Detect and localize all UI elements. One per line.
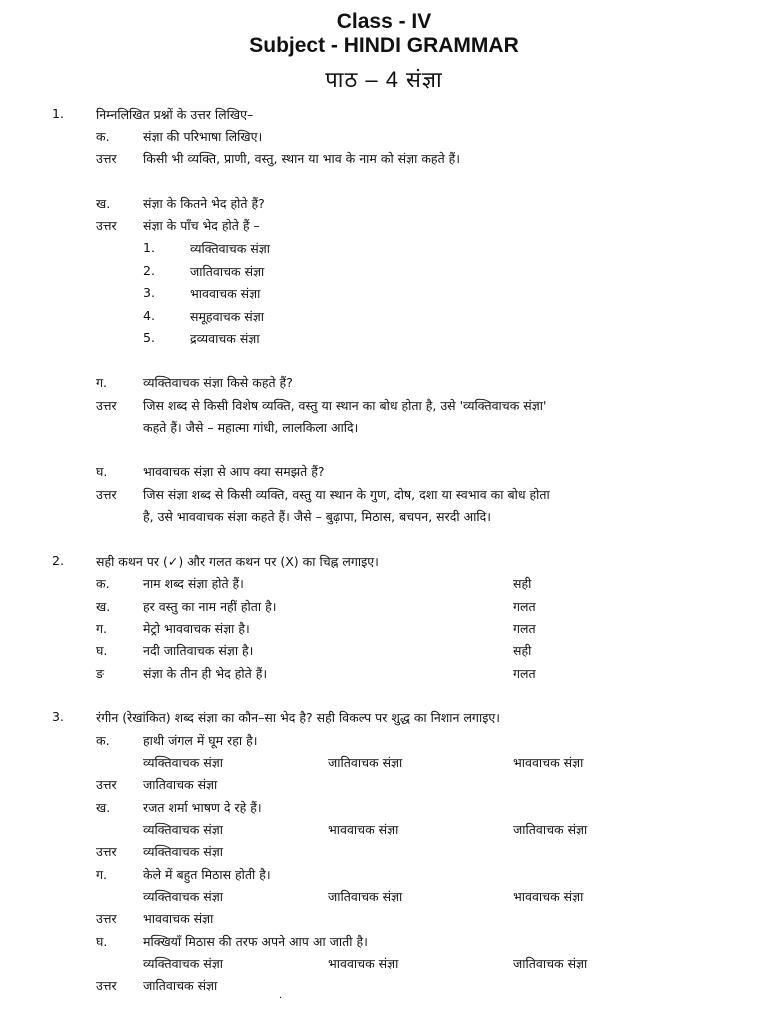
q3-answer-text: व्यक्तिवाचक संज्ञा: [143, 844, 223, 859]
q1-ga-text: व्यक्तिवाचक संज्ञा किसे कहते हैं?: [143, 375, 293, 390]
q1-gha-answer-line2: है, उसे भाववाचक संज्ञा कहते हैं। जैसे – बुढ़ापा, मिठास, बचपन, सरदी आदि।: [143, 509, 491, 524]
list-item-number: 1.: [143, 240, 155, 255]
option-2: जातिवाचक संज्ञा: [328, 755, 403, 770]
q1-kha-answer-text: संज्ञा के पाँच भेद होते हैं –: [143, 218, 260, 233]
q3-item-label: ख.: [96, 800, 111, 815]
list-item-text: समूहवाचक संज्ञा: [190, 309, 264, 324]
q3-answer-text: जातिवाचक संज्ञा: [143, 978, 218, 993]
option-2: जातिवाचक संज्ञा: [328, 889, 403, 904]
statement-label: ग.: [96, 621, 108, 636]
statement-text: नाम शब्द संज्ञा होते हैं।: [143, 576, 244, 591]
answer-label: उत्तर: [96, 487, 117, 502]
q3-item-label: घ.: [96, 934, 108, 949]
option-1: व्यक्तिवाचक संज्ञा: [143, 889, 223, 904]
list-item-text: जातिवाचक संज्ञा: [190, 264, 265, 279]
option-1: व्यक्तिवाचक संज्ञा: [143, 755, 223, 770]
option-3: जातिवाचक संज्ञा: [513, 822, 588, 837]
option-1: व्यक्तिवाचक संज्ञा: [143, 822, 223, 837]
list-item-number: 2.: [143, 263, 155, 278]
q1-gha-answer-line1: जिस संज्ञा शब्द से किसी व्यक्ति, वस्तु या स्थान के गुण, दोष, दशा या स्वभाव का बोध होता: [143, 487, 550, 502]
statement-label: ख.: [96, 599, 111, 614]
q3-item-text: हाथी जंगल में घूम रहा है।: [143, 733, 258, 748]
statement-text: नदी जातिवाचक संज्ञा है।: [143, 643, 254, 658]
q1-title: निम्नलिखित प्रश्नों के उत्तर लिखिए–: [96, 107, 254, 122]
option-1: व्यक्तिवाचक संज्ञा: [143, 956, 223, 971]
list-item-text: द्रव्यवाचक संज्ञा: [190, 331, 260, 346]
statement-answer: सही: [513, 643, 532, 658]
option-3: जातिवाचक संज्ञा: [513, 956, 588, 971]
list-item-text: व्यक्तिवाचक संज्ञा: [190, 241, 270, 256]
q2-title: सही कथन पर (✓) और गलत कथन पर (X) का चिह्न लगाइए।: [96, 554, 379, 569]
q3-item-label: क.: [96, 733, 110, 748]
q3-title: रंगीन (रेखांकित) शब्द संज्ञा का कौन–सा भेद है? सही विकल्प पर शुद्ध का निशान लगाइए।: [96, 710, 500, 725]
answer-label: उत्तर: [96, 151, 117, 166]
statement-answer: गलत: [513, 666, 536, 681]
q3-item-text: मक्खियाँ मिठास की तरफ अपने आप आ जाती है।: [143, 934, 368, 949]
answer-label: उत्तर: [96, 218, 117, 233]
q1-ga-answer-line1: जिस शब्द से किसी विशेष व्यक्ति, वस्तु या स्थान का बोध होता है, उसे 'व्यक्तिवाचक संज्ञा': [143, 398, 547, 413]
q1-kha-label: ख.: [96, 196, 111, 211]
option-2: भाववाचक संज्ञा: [328, 822, 399, 837]
statement-text: मेट्रो भाववाचक संज्ञा है।: [143, 621, 250, 636]
list-item-number: 3.: [143, 285, 155, 300]
q1-ga-label: ग.: [96, 375, 108, 390]
q1-number: 1.: [52, 106, 64, 121]
list-item-text: भाववाचक संज्ञा: [190, 286, 261, 301]
option-2: भाववाचक संज्ञा: [328, 956, 399, 971]
statement-label: घ.: [96, 643, 108, 658]
statement-answer: गलत: [513, 621, 536, 636]
q1-ka-answer-text: किसी भी व्यक्ति, प्राणी, वस्तु, स्थान या भाव के नाम को संज्ञा कहते हैं।: [143, 151, 461, 166]
statement-label: क.: [96, 576, 110, 591]
answer-label: उत्तर: [96, 398, 117, 413]
q1-ka-label: क.: [96, 129, 110, 144]
option-3: भाववाचक संज्ञा: [513, 889, 584, 904]
statement-text: हर वस्तु का नाम नहीं होता है।: [143, 599, 277, 614]
lesson-heading: पाठ – 4 संज्ञा: [325, 67, 443, 92]
answer-label: उत्तर: [96, 911, 117, 926]
q1-ka-text: संज्ञा की परिभाषा लिखिए।: [143, 129, 263, 144]
q1-kha-text: संज्ञा के कितने भेद होते हैं?: [143, 196, 265, 211]
q2-number: 2.: [52, 553, 64, 568]
q1-gha-text: भाववाचक संज्ञा से आप क्या समझते हैं?: [143, 464, 325, 479]
answer-label: उत्तर: [96, 844, 117, 859]
q3-item-text: रजत शर्मा भाषण दे रहे हैं।: [143, 800, 262, 815]
answer-label: उत्तर: [96, 777, 117, 792]
class-heading: Class - IV: [336, 10, 432, 33]
answer-label: उत्तर: [96, 978, 117, 993]
list-item-number: 4.: [143, 308, 155, 323]
statement-text: संज्ञा के तीन ही भेद होते हैं।: [143, 666, 268, 681]
q3-number: 3.: [52, 709, 64, 724]
q3-answer-text: जातिवाचक संज्ञा: [143, 777, 218, 792]
statement-answer: सही: [513, 576, 532, 591]
subject-heading: Subject - HINDI GRAMMAR: [249, 34, 519, 57]
q3-item-label: ग.: [96, 867, 108, 882]
q3-answer-text: भाववाचक संज्ञा: [143, 911, 214, 926]
statement-label: ङ: [96, 666, 104, 681]
stray-mark: .: [279, 990, 283, 1001]
statement-answer: गलत: [513, 599, 536, 614]
q1-ga-answer-line2: कहते हैं। जैसे – महात्मा गांधी, लालकिला आदि।: [143, 420, 359, 435]
option-3: भाववाचक संज्ञा: [513, 755, 584, 770]
q1-gha-label: घ.: [96, 464, 108, 479]
list-item-number: 5.: [143, 330, 155, 345]
q3-item-text: केले में बहुत मिठास होती है।: [143, 867, 271, 882]
